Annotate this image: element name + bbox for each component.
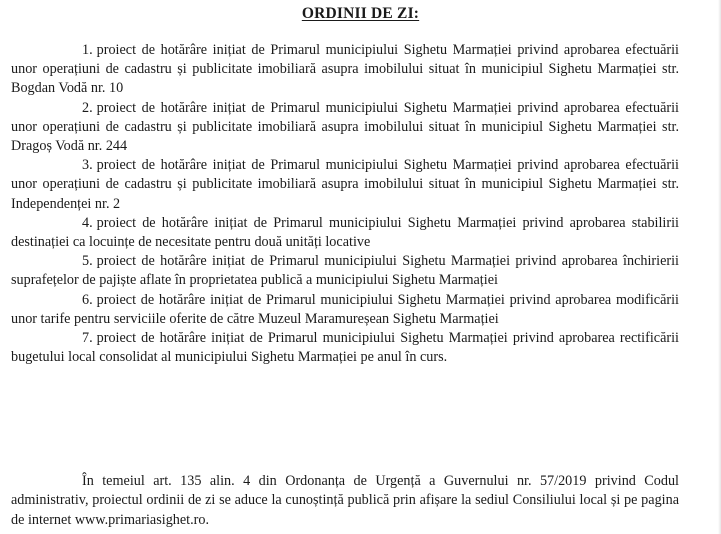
agenda-item xyxy=(11,214,679,252)
agenda-item-number: 5. xyxy=(82,253,93,270)
agenda-item xyxy=(11,291,679,329)
agenda-item xyxy=(11,99,679,157)
agenda-item-text: proiect de hotărâre inițiat de Primarul municipiului Sighetu Marmației privind aprobarea închirierii suprafețelor de pajiște aflate în proprietatea publică a municipiului Sighetu Marmației xyxy=(11,253,679,289)
agenda-title: ORDINII DE ZI: xyxy=(301,5,420,22)
agenda-item xyxy=(11,41,679,99)
agenda-item-text: proiect de hotărâre inițiat de Primarul municipiului Sighetu Marmației privind aprobarea modificării unor tarife pentru serviciile oferite de către Muzeul Maramureșean Sighetu Marmației xyxy=(11,291,679,327)
agenda-item xyxy=(11,252,679,290)
agenda-item-number: 4. xyxy=(82,214,93,231)
agenda-item xyxy=(11,156,679,214)
agenda-items-list xyxy=(11,41,679,367)
agenda-item-number: 1. xyxy=(82,42,93,58)
agenda-item-number: 3. xyxy=(82,157,93,174)
agenda-item-number: 6. xyxy=(82,291,93,308)
agenda-item-text: proiect de hotărâre inițiat de Primarul municipiului Sighetu Marmației privind aprobarea efectuării unor operațiuni de cadastru și publicitate imobiliară asupra imobilului situat în municipiul Sighetu Marmației str. Independenței nr. 2 xyxy=(11,157,679,212)
agenda-item-text: proiect de hotărâre inițiat de Primarul municipiului Sighetu Marmației privind aprobarea efectuării unor operațiuni de cadastru și publicitate imobiliară asupra imobilului situat în municipiul Sighetu Marmației str. Bogdan Vodă nr. 10 xyxy=(11,42,679,97)
agenda-item-number: 2. xyxy=(82,99,93,116)
agenda-item-number: 7. xyxy=(82,330,93,347)
agenda-item-text: proiect de hotărâre inițiat de Primarul municipiului Sighetu Marmației privind aprobarea stabilirii destinației ca locuințe de necesitate pentru două unități locative xyxy=(11,214,679,251)
agenda-item-text: proiect de hotărâre inițiat de Primarul municipiului Sighetu Marmației privind aprobarea rectificării bugetului local consolidat al municipiului Sighetu Marmației pe anul în curs. xyxy=(11,330,679,366)
agenda-item xyxy=(11,329,679,367)
legal-notice-paragraph: În temeiul art. 135 alin. 4 din Ordonanța de Urgență a Guvernului nr. 57/2019 privind Codul administrativ, proiectul ordinii de zi se aduce la cunoștință publică prin afișare la sediul Consiliului local și pe pagina de internet www.primariasighet.ro. xyxy=(11,473,679,528)
agenda-item-text: proiect de hotărâre inițiat de Primarul municipiului Sighetu Marmației privind aprobarea efectuării unor operațiuni de cadastru și publicitate imobiliară asupra imobilului situat în municipiul Sighetu Marmației str. Dragoș Vodă nr. 244 xyxy=(11,99,679,155)
